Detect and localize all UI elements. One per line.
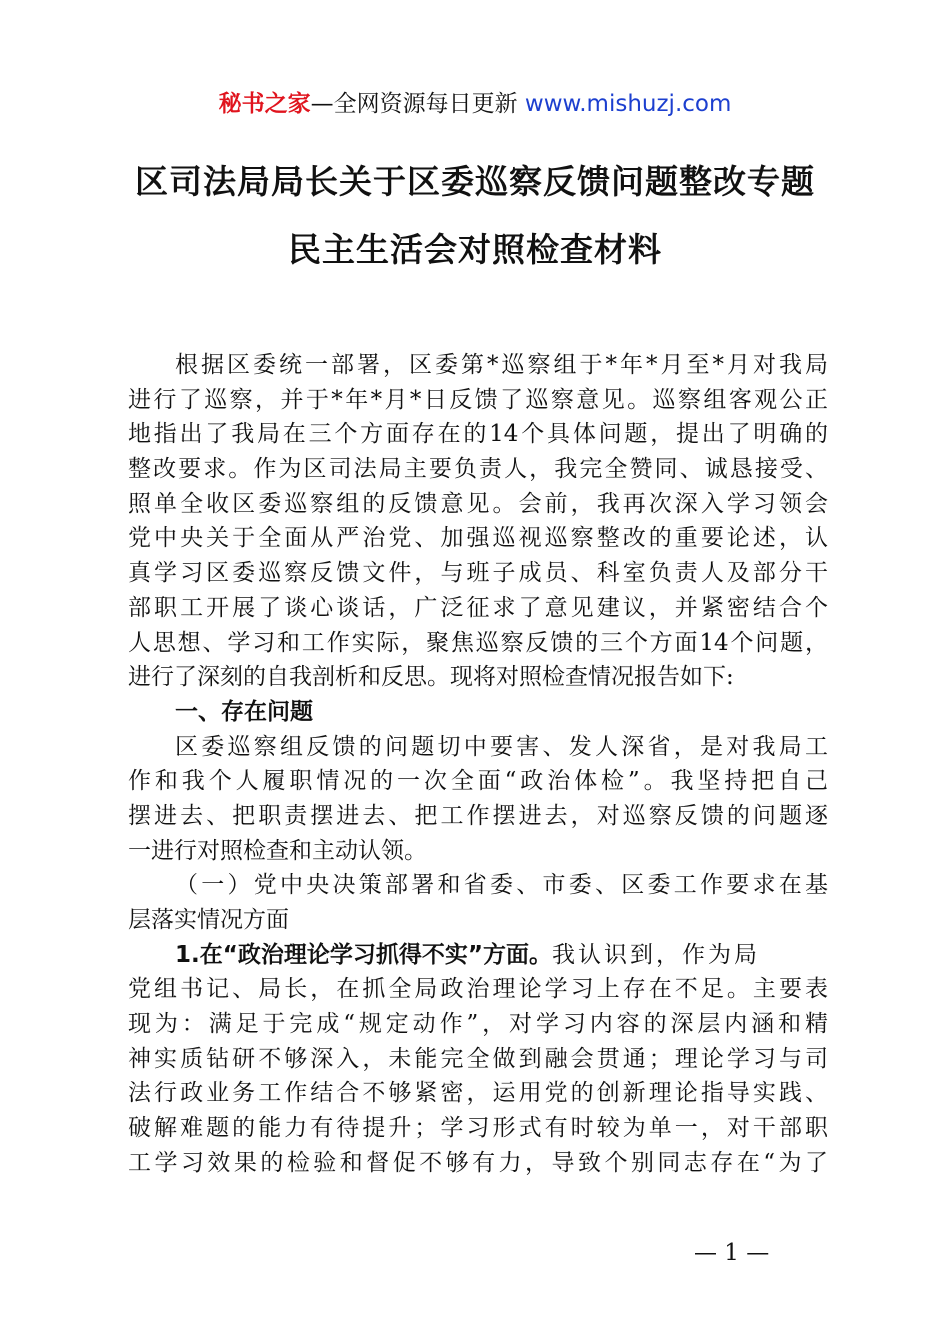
item-lead: 1.在“政治理论学习抓得不实”方面。 [175,941,552,968]
body-line: 地指出了我局在三个方面存在的14个具体问题，提出了明确的 [128,421,828,448]
body-line: 摆进去、把职责摆进去、把工作摆进去，对巡察反馈的问题逐 [128,802,828,829]
document-body [128,348,828,1181]
subsection-heading: 层落实情况方面 [128,907,289,933]
body-line: 工学习效果的检验和督促不够有力，导致个别同志存在“为了 [128,1149,828,1176]
body-line: 真学习区委巡察反馈文件，与班子成员、科室负责人及部分干 [128,560,828,587]
body-line: 破解难题的能力有待提升；学习形式有时较为单一，对干部职 [128,1115,828,1142]
subsection-heading: （一）党中央决策部署和省委、市委、区委工作要求在基 [175,872,828,899]
body-line: 一进行对照检查和主动认领。 [128,837,427,864]
body-line: 部职工开展了谈心谈话，广泛征求了意见建议，并紧密结合个 [128,594,828,621]
site-tagline: —全网资源每日更新 [310,91,525,117]
document-title-line-1: 区司法局局长关于区委巡察反馈问题整改专题 [135,162,815,201]
section-heading: 一、存在问题 [175,698,313,725]
document-title-line-2: 民主生活会对照检查材料 [288,230,662,269]
body-line: 人思想、学习和工作实际，聚焦巡察反馈的三个方面14个问题， [128,629,828,656]
body-line: 进行了巡察，并于*年*月*日反馈了巡察意见。巡察组客观公正 [128,386,828,413]
body-line: 现为：满足于完成“规定动作”，对学习内容的深层内涵和精 [128,1011,828,1038]
item-lead-line [128,938,828,973]
site-brand: 秘书之家 [218,91,311,117]
body-line: 党中央关于全面从严治党、加强巡视巡察整改的重要论述，认 [128,525,828,552]
item-lead-rest: 我认识到，作为局 [551,941,760,968]
body-line: 作和我个人履职情况的一次全面“政治体检”。我坚持把自己 [128,768,828,795]
site-url-link[interactable]: www.mishuzj.com [524,91,732,117]
body-line: 整改要求。作为区司法局主要负责人，我完全赞同、诚恳接受、 [128,456,828,483]
body-line: 进行了深刻的自我剖析和反思。现将对照检查情况报告如下: [128,664,734,691]
body-line: 照单全收区委巡察组的反馈意见。会前，我再次深入学习领会 [128,490,828,517]
body-line: 区委巡察组反馈的问题切中要害、发人深省，是对我局工 [175,733,828,760]
body-line: 根据区委统一部署，区委第*巡察组于*年*月至*月对我局 [175,352,828,378]
body-line: 法行政业务工作结合不够紧密，运用党的创新理论指导实践、 [128,1080,828,1107]
body-line: 党组书记、局长，在抓全局政治理论学习上存在不足。主要表 [128,976,828,1003]
site-header [0,88,950,120]
body-line: 神实质钻研不够深入，未能完全做到融会贯通；理论学习与司 [128,1045,828,1072]
